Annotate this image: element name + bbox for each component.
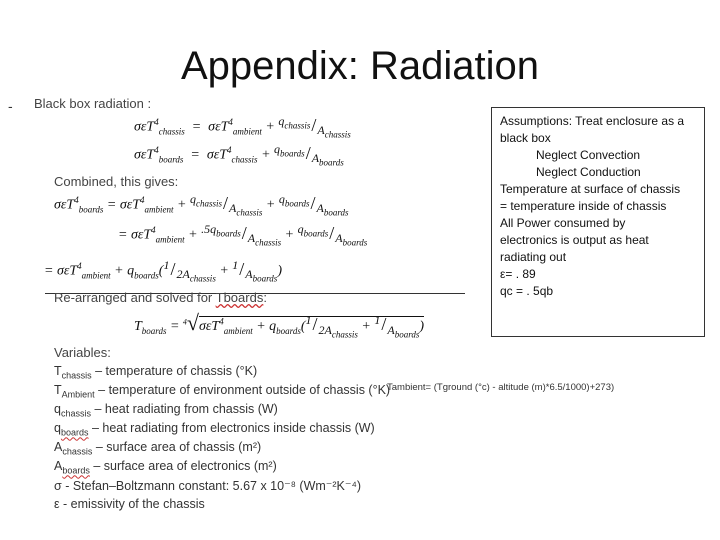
variable-q-boards <box>54 421 375 438</box>
var-symbol: q <box>54 402 61 416</box>
bullet-dash: - <box>8 98 13 114</box>
assumptions-line: = temperature inside of chassis <box>500 199 667 213</box>
var-subscript: chassis <box>61 370 92 381</box>
rearranged-prefix: Re-arranged and solved for <box>54 290 216 305</box>
combined-label: Combined, this gives: <box>54 174 179 189</box>
heading-black-box-radiation: Black box radiation : <box>34 96 152 111</box>
var-symbol: σ <box>54 479 62 493</box>
var-description: - Stefan–Boltzmann constant: 5.67 x 10⁻⁸ (Wm⁻²K⁻⁴) <box>61 479 362 493</box>
assumptions-line: Temperature at surface of chassis <box>500 182 681 196</box>
variable-a-chassis <box>54 440 261 457</box>
assumptions-line: Neglect Convection <box>536 148 641 162</box>
equation-4: = $\sigma\varepsilon T^4_{ambient} + .5q_{boards}/A_{chassis} + q_{boards}/A_{boards}$ <box>118 222 368 248</box>
rearranged-suffix: : <box>263 290 267 305</box>
assumptions-line: black box <box>500 131 551 145</box>
var-symbol: A <box>54 459 63 473</box>
slide-title: Appendix: Radiation <box>180 44 540 88</box>
variable-sigma <box>54 478 361 493</box>
var-description: - emissivity of the chassis <box>59 497 205 511</box>
var-description: – temperature of chassis (°K) <box>91 364 258 378</box>
rearranged-variable: Tboards <box>215 290 264 305</box>
assumptions-line: Neglect Conduction <box>536 165 641 179</box>
var-subscript: chassis <box>60 408 91 419</box>
assumptions-line: radiating out <box>500 250 567 264</box>
assumptions-line: Assumptions: Treat enclosure as a <box>500 114 685 128</box>
equation-6: $T_{boards} = ^4√\sigma\varepsilon T^4_{ambient} + q_{boards}(1/2A_{chassis} + 1/A_{boards})$ <box>134 310 425 340</box>
assumptions-line: electronics is output as heat <box>500 233 649 247</box>
var-symbol: q <box>54 421 61 435</box>
var-description: – temperature of environment outside of chassis (°K) <box>94 383 391 397</box>
var-description: – surface area of chassis (m²) <box>92 440 262 454</box>
variable-q-chassis <box>54 402 278 419</box>
var-subscript: Ambient <box>61 389 95 400</box>
assumptions-line: ε= . 89 <box>500 267 536 281</box>
var-description: – heat radiating from chassis (W) <box>90 402 278 416</box>
var-description: – heat radiating from electronics inside chassis (W) <box>88 421 375 435</box>
variable-t-ambient <box>54 383 390 400</box>
var-subscript: boards <box>60 427 89 438</box>
equation-3: $\sigma\varepsilon T^4_{boards} = \sigma\varepsilon T^4_{ambient} + q_{chassis}/A_{chassis} + q_{boards}/A_{boards}$ <box>54 192 349 218</box>
variable-epsilon <box>54 497 205 511</box>
variable-t-chassis <box>54 364 257 381</box>
variable-a-boards <box>54 459 277 476</box>
tambient-formula: Tambient= (Tground (°c) - altitude (m)*6.5/1000)+273) <box>387 382 615 393</box>
var-symbol: ε <box>54 497 60 511</box>
assumptions-line: All Power consumed by <box>500 216 626 230</box>
var-description: – surface area of electronics (m²) <box>89 459 277 473</box>
equation-5: = $\sigma\varepsilon T^4_{ambient} + q_{boards}(1/2A_{chassis} + 1/A_{boards})$ <box>44 258 282 284</box>
equation-2: $\sigma\varepsilon T^4_{boards} = \sigma\varepsilon T^4_{chassis} + q_{boards}/A_{boards}$ <box>134 142 344 168</box>
assumptions-line: qc = . 5qb <box>500 284 554 298</box>
var-subscript: boards <box>62 465 90 476</box>
assumptions-box <box>491 107 705 337</box>
var-symbol: T <box>54 383 62 397</box>
rearranged-label <box>54 290 267 305</box>
var-subscript: chassis <box>62 446 93 457</box>
var-symbol: A <box>54 440 63 454</box>
variables-label: Variables: <box>54 345 111 360</box>
equation-1: $\sigma\varepsilon T^4_{chassis} = \sigma\varepsilon T^4_{ambient} + q_{chassis}/A_{chassis}$ <box>134 114 351 140</box>
var-symbol: T <box>54 364 62 378</box>
